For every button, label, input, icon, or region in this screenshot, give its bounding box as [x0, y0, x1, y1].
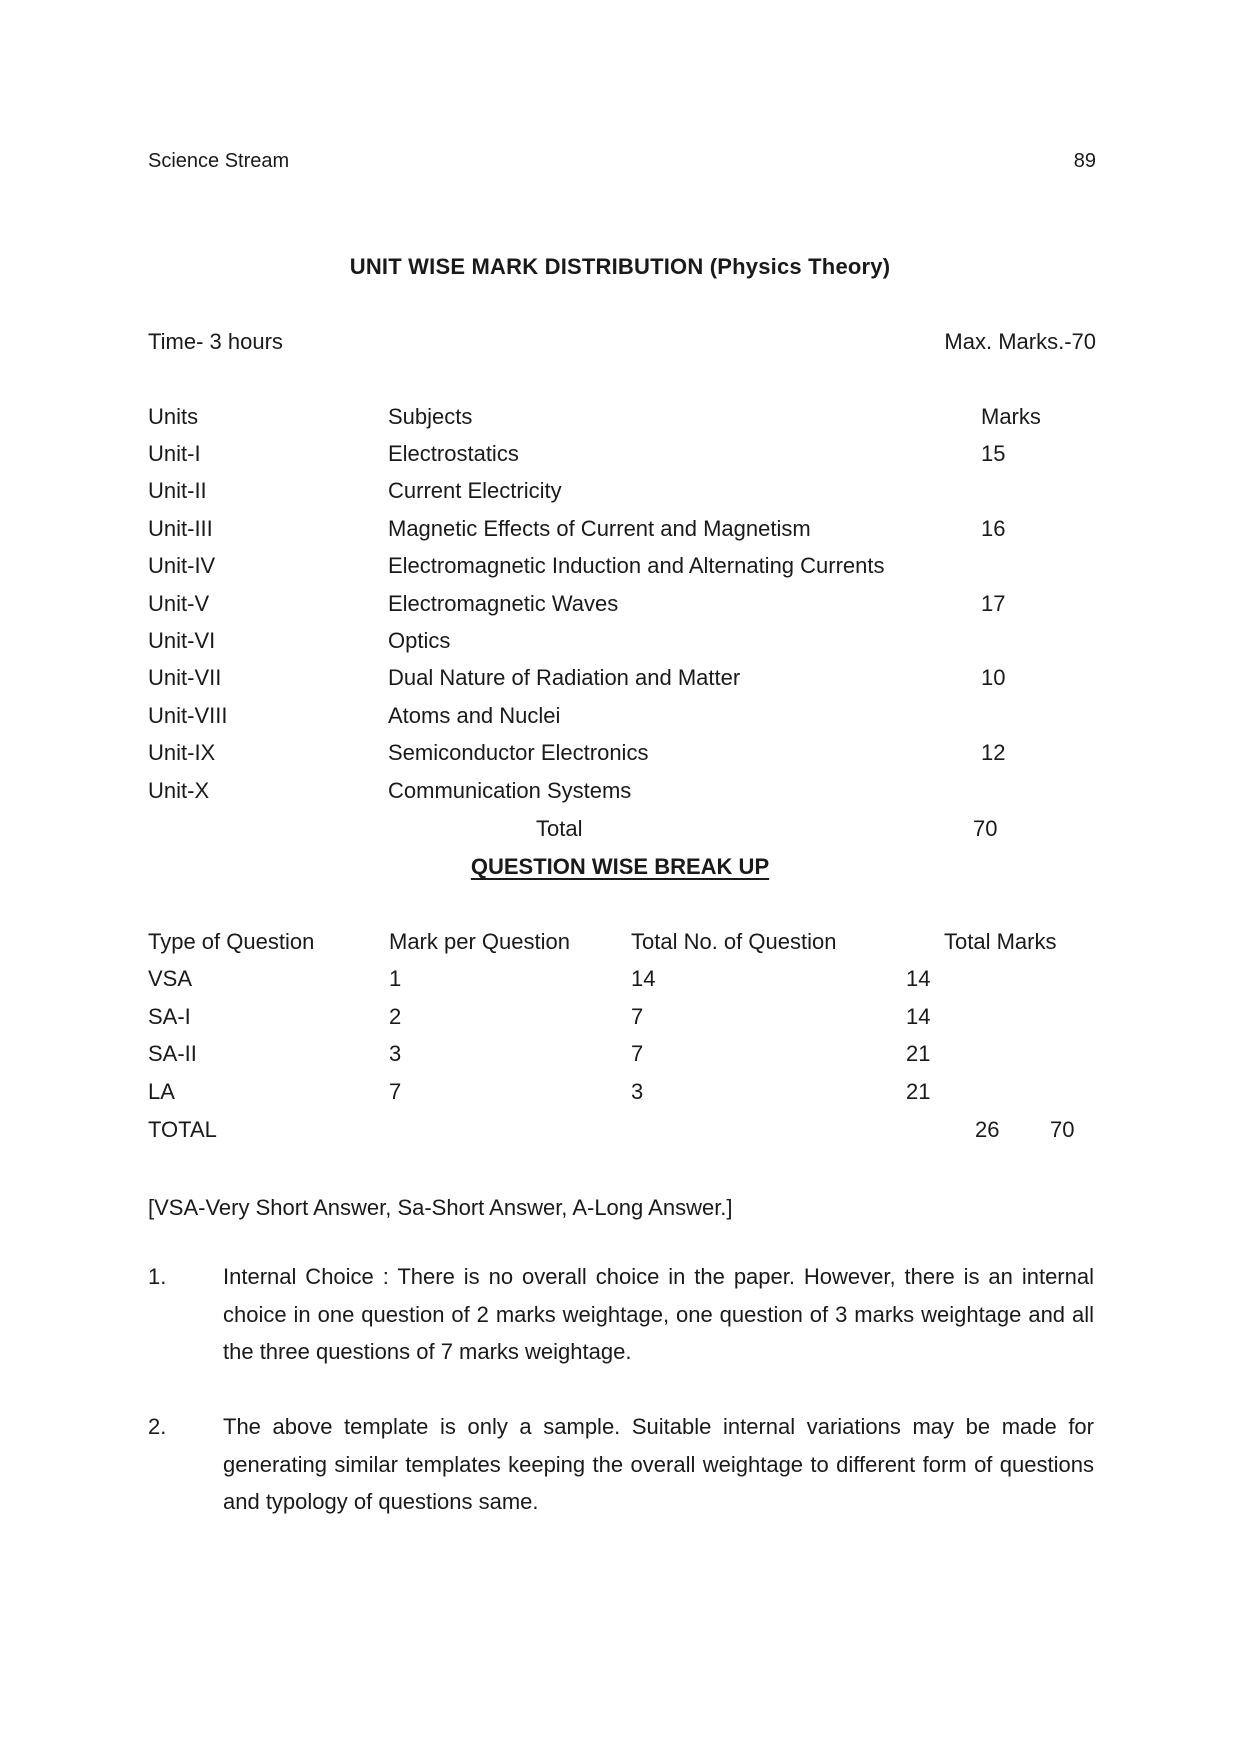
note-item	[148, 1408, 1094, 1521]
max-marks-label: Max. Marks.-70	[944, 329, 1096, 354]
table-row	[0, 516, 1240, 553]
table-row	[0, 441, 1240, 478]
table-row	[0, 966, 1240, 1003]
type-cell: LA	[148, 1078, 175, 1104]
header-type: Type of Question	[148, 929, 315, 954]
units-table-header	[0, 404, 1240, 441]
page-number: 89	[1073, 150, 1096, 172]
note-text: The above template is only a sample. Suitable internal variations may be made for generating similar templates keeping the overall weightage to different form of questions and typology of questions same.	[223, 1414, 1094, 1514]
marks-cell: 16	[981, 515, 1006, 541]
table-row	[0, 778, 1240, 815]
mark-cell: 2	[389, 1003, 402, 1029]
count-cell: 7	[631, 1041, 644, 1066]
header-subjects: Subjects	[388, 404, 473, 429]
unit-cell: Unit-IV	[148, 553, 216, 579]
unit-cell: Unit-III	[148, 515, 213, 541]
type-cell: SA-I	[148, 1003, 191, 1029]
table-row	[0, 1004, 1240, 1041]
abbreviation-legend: [VSA-Very Short Answer, Sa-Short Answer, A-Long Answer.]	[148, 1195, 733, 1220]
mark-cell: 1	[389, 966, 402, 991]
subject-cell: Electromagnetic Induction and Alternating Currents	[388, 553, 885, 579]
header-total-marks: Total Marks	[944, 929, 1057, 954]
question-total-count: 26	[975, 1117, 1000, 1142]
total-cell: 21	[906, 1041, 931, 1066]
table-row	[0, 703, 1240, 740]
table-row	[0, 1079, 1240, 1116]
question-total-row	[0, 1117, 1240, 1154]
section-title: QUESTION WISE BREAK UP	[470, 854, 770, 879]
subject-cell: Electromagnetic Waves	[388, 590, 619, 616]
time-label: Time- 3 hours	[148, 329, 283, 354]
table-row	[0, 665, 1240, 702]
count-cell: 3	[631, 1078, 644, 1104]
note-item	[148, 1258, 1094, 1371]
table-row	[0, 1041, 1240, 1078]
note-number: 2.	[148, 1414, 167, 1439]
subject-cell: Optics	[388, 628, 451, 653]
page-title: UNIT WISE MARK DISTRIBUTION (Physics Theory)	[349, 254, 891, 279]
header-mark-per-question: Mark per Question	[389, 929, 570, 954]
table-row	[0, 628, 1240, 665]
unit-cell: Unit-I	[148, 441, 201, 466]
units-total-label: Total	[536, 816, 583, 841]
subject-cell: Atoms and Nuclei	[388, 702, 561, 728]
table-row	[0, 740, 1240, 777]
total-cell: 21	[906, 1078, 931, 1104]
marks-cell: 10	[981, 665, 1006, 691]
question-total-marks: 70	[1050, 1117, 1075, 1142]
mark-cell: 7	[389, 1078, 402, 1104]
type-cell: VSA	[148, 966, 193, 991]
units-total-value: 70	[973, 816, 998, 841]
total-cell: 14	[906, 1003, 931, 1029]
subject-cell: Dual Nature of Radiation and Matter	[388, 665, 741, 691]
subject-cell: Magnetic Effects of Current and Magnetism	[388, 515, 811, 541]
header-marks: Marks	[981, 404, 1041, 429]
unit-cell: Unit-V	[148, 590, 210, 616]
table-row	[0, 478, 1240, 515]
subject-cell: Current Electricity	[388, 478, 562, 504]
table-row	[0, 553, 1240, 590]
marks-cell: 12	[981, 740, 1006, 766]
table-row	[0, 591, 1240, 628]
marks-cell: 17	[981, 590, 1006, 616]
total-cell: 14	[906, 966, 931, 991]
subject-cell: Electrostatics	[388, 441, 519, 466]
header-total-questions: Total No. of Question	[631, 929, 837, 954]
note-text: Internal Choice : There is no overall choice in the paper. However, there is an internal choice in one question of 2 marks weightage, one question of 3 marks weightage and all the three questions of 7 marks weightage.	[223, 1264, 1094, 1364]
unit-cell: Unit-IX	[148, 740, 216, 766]
units-total-row	[0, 816, 1240, 853]
question-total-label: TOTAL	[148, 1117, 217, 1142]
unit-cell: Unit-VIII	[148, 702, 228, 728]
count-cell: 14	[631, 966, 656, 991]
subject-cell: Semiconductor Electronics	[388, 740, 649, 766]
count-cell: 7	[631, 1003, 644, 1029]
unit-cell: Unit-II	[148, 478, 207, 504]
unit-cell: Unit-VII	[148, 665, 222, 691]
mark-cell: 3	[389, 1041, 402, 1066]
unit-cell: Unit-VI	[148, 628, 216, 653]
running-header: Science Stream	[148, 150, 290, 172]
note-number: 1.	[148, 1264, 167, 1289]
question-table-header	[0, 929, 1240, 966]
subject-cell: Communication Systems	[388, 777, 632, 803]
unit-cell: Unit-X	[148, 777, 210, 803]
header-units: Units	[148, 404, 199, 429]
marks-cell: 15	[981, 441, 1006, 466]
type-cell: SA-II	[148, 1041, 197, 1066]
